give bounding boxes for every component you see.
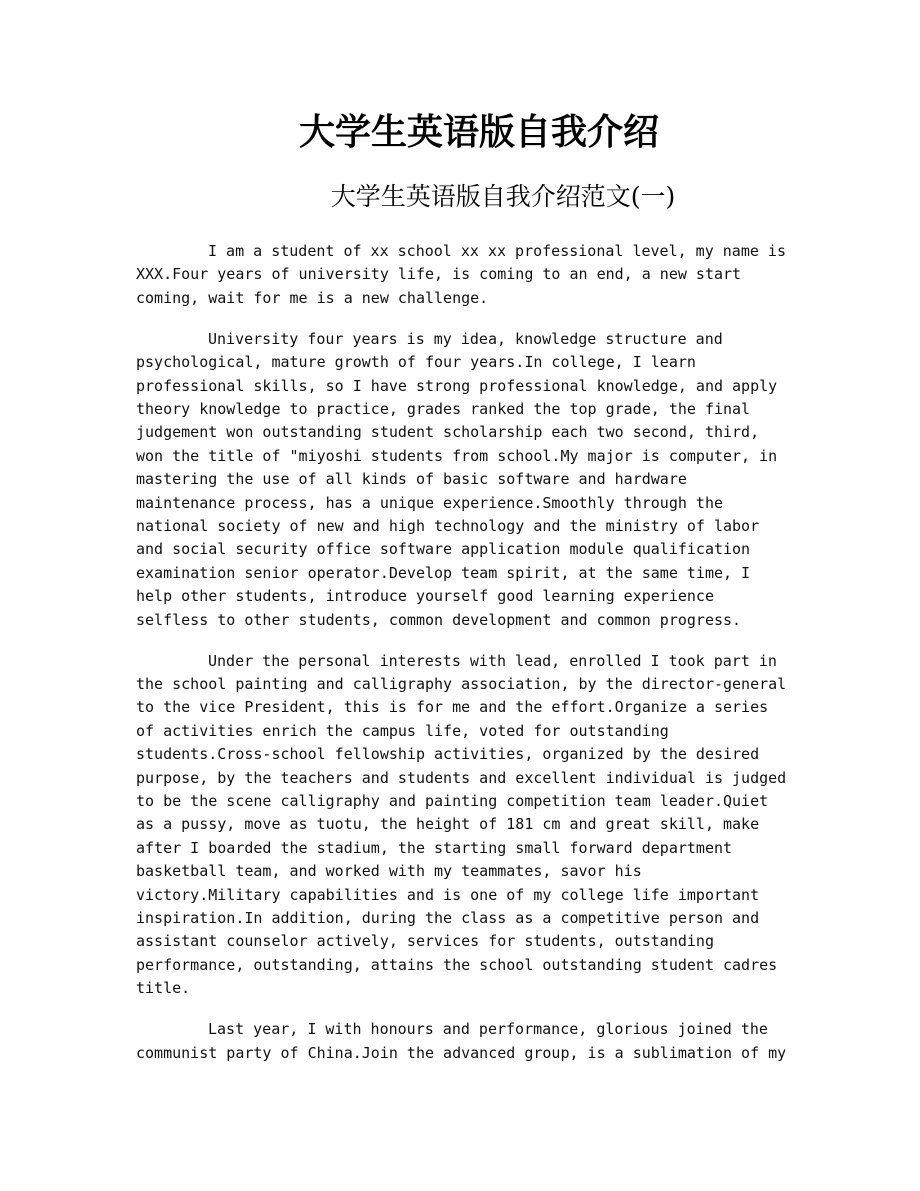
document-body	[136, 240, 788, 1082]
paragraph-3: Under the personal interests with lead, enrolled I took part in the school painting and calligraphy association, by the director-general to the vice President, this is for me and the effort.Organize a series of activities enrich the campus life, voted for outstanding students.Cross-school fellowship activities, organized by the desired purpose, by the teachers and students and excellent individual is judged to be the scene calligraphy and painting competition team leader.Quiet as a pussy, move as tuotu, the height of 181 cm and great skill, make after I boarded the stadium, the starting small forward department basketball team, and worked with my teammates, savor his victory.Military capabilities and is one of my college life important inspiration.In addition, during the class as a competitive person and assistant counselor actively, services for students, outstanding performance, outstanding, attains the school outstanding student cadres title.	[136, 651, 787, 998]
document-title: 大学生英语版自我介绍	[298, 111, 659, 153]
document-subtitle: 大学生英语版自我介绍范文(一)	[330, 182, 676, 211]
paragraph-1: I am a student of xx school xx xx professional level, my name is XXX.Four years of university life, is coming to an end, a new start coming, wait for me is a new challenge.	[136, 242, 786, 307]
paragraph-2: University four years is my idea, knowledge structure and psychological, mature growth of four years.In college, I learn professional skills, so I have strong professional knowledge, and apply theory knowledge to practice, grades ranked the top grade, the final judgement won outstanding student scholarship each two second, third, won the title of "miyoshi students from school.My major is computer, in mastering the use of all kinds of basic software and hardware maintenance process, has a unique experience.Smoothly through the national society of new and high technology and the ministry of labor and social security office software application module qualification examination senior operator.Develop team spirit, at the same time, I help other students, introduce yourself good learning experience selfless to other students, common development and common progress.	[136, 329, 778, 629]
paragraph-4: Last year, I with honours and performance, glorious joined the communist party of China.Join the advanced group, is a sublimation of my	[136, 1020, 787, 1062]
